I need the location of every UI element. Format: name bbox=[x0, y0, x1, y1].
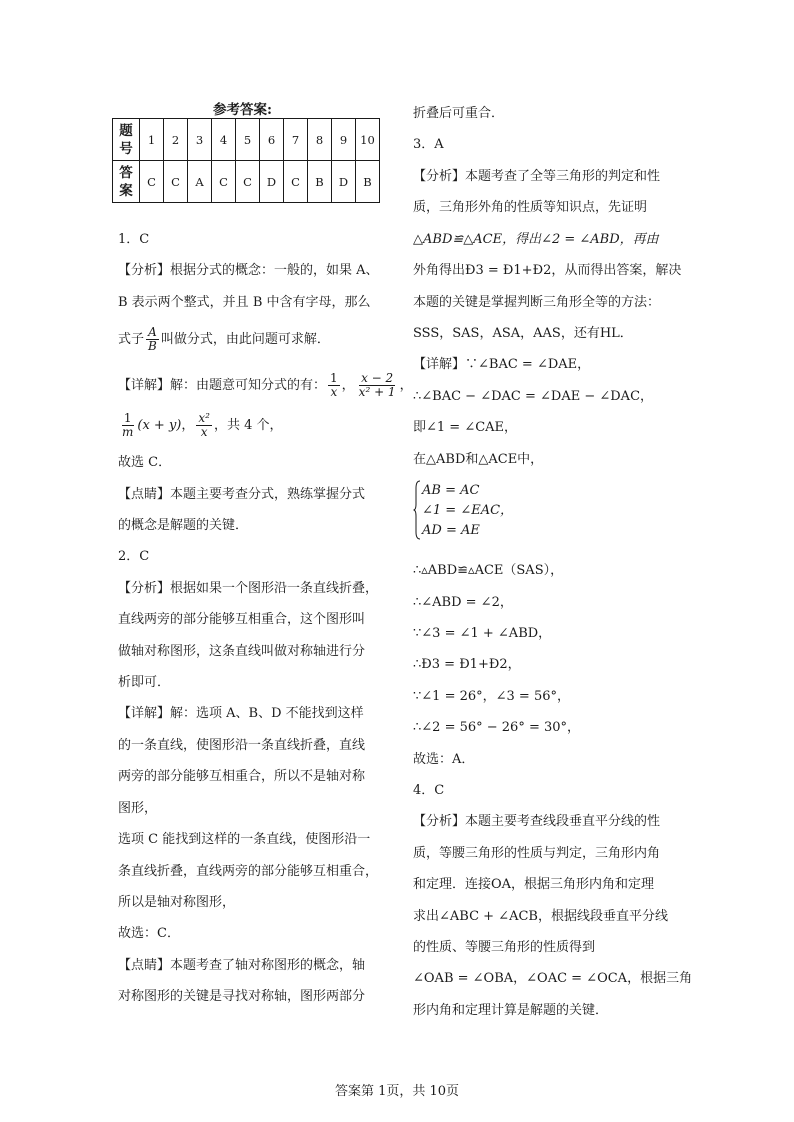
q1-tip-line: 的概念是解题的关键． bbox=[118, 518, 249, 533]
q3-analysis-line: 本题的关键是掌握判断三角形全等的方法： bbox=[413, 295, 661, 310]
question-3-heading: 3．A bbox=[413, 137, 444, 152]
fraction: $\frac{x - 2}{\text{x² + 1}}$ bbox=[358, 371, 396, 399]
q3-detail-line: 即∠1 = ∠CAE， bbox=[413, 420, 518, 435]
continued-line: 折叠后可重合． bbox=[413, 106, 505, 121]
q2-detail-line: 两旁的部分能够互相重合，所以不是轴对称 bbox=[118, 769, 366, 784]
q1-analysis-line: 【分析】根据分式的概念：一般的，如果 A、 bbox=[118, 263, 379, 278]
table-cell: 6 bbox=[260, 119, 284, 161]
table-row-answers bbox=[113, 161, 380, 203]
table-cell: B bbox=[356, 161, 380, 203]
q3-detail-line: ∴∠2 = 56° − 26° = 30°， bbox=[413, 720, 581, 735]
row-header-answer: 答案 bbox=[113, 161, 140, 203]
question-1-heading: 1．C bbox=[118, 232, 150, 247]
q2-analysis-line: 【分析】根据如果一个图形沿一条直线折叠， bbox=[118, 581, 379, 596]
table-cell: A bbox=[188, 161, 212, 203]
fraction-a-over-b: $\frac{A}{B}$ bbox=[148, 325, 157, 353]
table-cell: C bbox=[236, 161, 260, 203]
q3-detail-line: 【详解】∵∠BAC = ∠DAE， bbox=[413, 357, 591, 372]
q2-detail-line: 条直线折叠，直线两旁的部分能够互相重合， bbox=[118, 864, 379, 879]
question-4-heading: 4．C bbox=[413, 783, 445, 798]
q2-detail-line: 所以是轴对称图形， bbox=[118, 895, 236, 910]
q4-analysis-line: 求出∠ABC + ∠ACB，根据线段垂直平分线 bbox=[413, 909, 668, 924]
table-cell: 9 bbox=[332, 119, 356, 161]
q2-detail-line: 图形， bbox=[118, 801, 158, 816]
table-cell: 1 bbox=[140, 119, 164, 161]
q3-detail-line: ∴Ð3 = Ð1+Ð2， bbox=[413, 657, 521, 672]
q4-analysis-line: 形内角和定理计算是解题的关键． bbox=[413, 1003, 609, 1018]
table-cell: B bbox=[308, 161, 332, 203]
system-brace bbox=[413, 480, 421, 540]
answer-table bbox=[112, 118, 380, 203]
table-cell: C bbox=[164, 161, 188, 203]
page-footer: 答案第 1页，共 10页 bbox=[334, 1084, 460, 1099]
system-equation: ∠1 = ∠EAC， bbox=[422, 503, 514, 518]
table-cell: 2 bbox=[164, 119, 188, 161]
q2-detail-line: 的一条直线，使图形沿一条直线折叠，直线 bbox=[118, 738, 366, 753]
q2-detail-line: 选项 C 能找到这样的一条直线，使图形沿一 bbox=[118, 832, 371, 847]
q2-analysis-line: 直线两旁的部分能够互相重合，这个图形叫 bbox=[118, 612, 366, 627]
q1-analysis-line: B 表示两个整式，并且 B 中含有字母，那么 bbox=[118, 295, 371, 310]
table-cell: C bbox=[140, 161, 164, 203]
answer-key-title: 参考答案: bbox=[213, 102, 272, 118]
q1-detail-line: 【详解】解：由题意可知分式的有： $\frac{1}{x}$ ， $\frac{x - 2}{\text{x² + 1}}$ ， bbox=[118, 371, 413, 399]
table-cell: D bbox=[260, 161, 284, 203]
system-equation: AD = AE bbox=[422, 523, 480, 538]
table-cell: 8 bbox=[308, 119, 332, 161]
q3-choice: 故选：A． bbox=[413, 752, 475, 767]
fraction: $\frac{1}{m}$ bbox=[122, 411, 134, 439]
table-cell: C bbox=[212, 161, 236, 203]
q4-analysis-line: ∠OAB = ∠OBA，∠OAC = ∠OCA，根据三角 bbox=[413, 971, 693, 986]
q1-detail-line: $\frac{1}{m}$ (x + y)， $\frac{\text{x²}}{x}$ ，共 4 个， bbox=[122, 411, 283, 439]
q1-choice: 故选 C． bbox=[118, 455, 172, 470]
q3-detail-line: ∵∠1 = 26°，∠3 = 56°， bbox=[413, 689, 570, 704]
q2-tip-line: 【点睛】本题考查了轴对称图形的概念，轴 bbox=[118, 958, 366, 973]
question-2-heading: 2．C bbox=[118, 549, 150, 564]
q4-analysis-line: 的性质、等腰三角形的性质得到 bbox=[413, 940, 596, 955]
q3-analysis-line: △ABD≌△ACE，得出∠2 = ∠ABD，再由 bbox=[413, 232, 659, 247]
q3-detail-line: ∴∠ABD = ∠2， bbox=[413, 595, 513, 610]
table-cell: D bbox=[332, 161, 356, 203]
q2-detail-line: 【详解】解：选项 A、B、D 不能找到这样 bbox=[118, 706, 364, 721]
q3-analysis-line: SSS，SAS，ASA，AAS，还有HL． bbox=[413, 326, 633, 341]
q3-detail-line: ∴∠BAC − ∠DAC = ∠DAE − ∠DAC， bbox=[413, 389, 654, 404]
q3-detail-line: 在△ABD和△ACE中， bbox=[413, 452, 544, 467]
q4-analysis-line: 和定理．连接OA，根据三角形内角和定理 bbox=[413, 877, 655, 892]
fraction: $\frac{\text{x²}}{x}$ bbox=[198, 411, 210, 439]
q2-choice: 故选：C． bbox=[118, 926, 180, 941]
system-equation: AB = AC bbox=[422, 483, 480, 498]
table-cell: 10 bbox=[356, 119, 380, 161]
q4-analysis-line: 质，等腰三角形的性质与判定，三角形内角 bbox=[413, 846, 661, 861]
table-cell: 5 bbox=[236, 119, 260, 161]
row-header-number: 题号 bbox=[113, 119, 140, 161]
q1-tip-line: 【点睛】本题主要考查分式，熟练掌握分式 bbox=[118, 487, 366, 502]
q3-analysis-line: 外角得出Ð3 = Ð1+Ð2，从而得出答案，解决 bbox=[413, 263, 682, 278]
q3-analysis-line: 质，三角形外角的性质等知识点，先证明 bbox=[413, 200, 648, 215]
table-cell: 3 bbox=[188, 119, 212, 161]
table-cell: 4 bbox=[212, 119, 236, 161]
q3-detail-line: ∴▵ABD≌▵ACE（SAS）， bbox=[413, 563, 564, 578]
q3-detail-line: ∵∠3 = ∠1 + ∠ABD， bbox=[413, 626, 552, 641]
table-cell: 7 bbox=[284, 119, 308, 161]
q3-analysis-line: 【分析】本题考查了全等三角形的判定和性 bbox=[413, 169, 661, 184]
table-row-numbers bbox=[113, 119, 380, 161]
q2-tip-line: 对称图形的关键是寻找对称轴，图形两部分 bbox=[118, 989, 366, 1004]
fraction: $\frac{1}{x}$ bbox=[330, 371, 338, 399]
table-cell: C bbox=[284, 161, 308, 203]
q1-analysis-line: 式子 $\frac{A}{B}$ 叫做分式，由此问题可求解． bbox=[118, 325, 330, 353]
q4-analysis-line: 【分析】本题主要考查线段垂直平分线的性 bbox=[413, 814, 661, 829]
q2-analysis-line: 析即可． bbox=[118, 675, 171, 690]
q2-analysis-line: 做轴对称图形，这条直线叫做对称轴进行分 bbox=[118, 644, 366, 659]
